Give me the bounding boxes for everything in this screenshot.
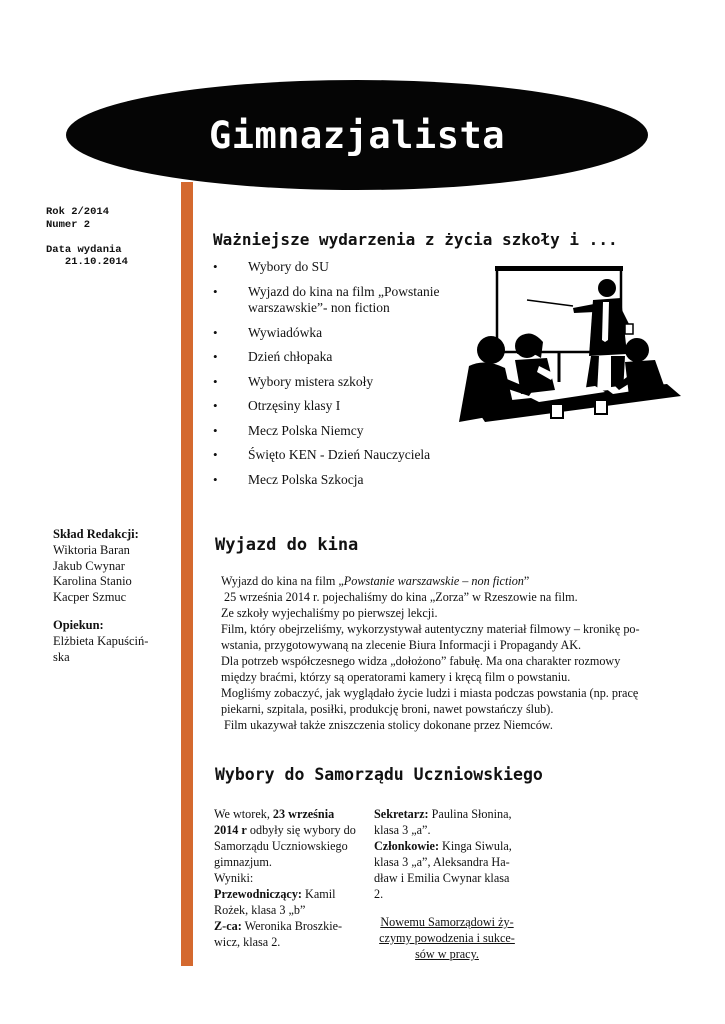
issue-year: Rok 2/2014 [46,206,110,218]
wishes-note: Nowemu Samorządowi ży-czymy powodzenia i sukce-sów w pracy. [379,915,515,961]
article-line: Film ukazywał także zniszczenia stolicy dokonane przez Niemców. [221,718,553,732]
cinema-intro: Wyjazd do kina na film „Powstanie warszawskie – non fiction” [221,574,530,588]
staff-member: Karolina Stanio [53,574,132,589]
secretary-entry: Sekretarz: Paulina Słonina, klasa 3 „a”. [374,807,512,837]
elections-column-left [214,806,360,950]
article-line: 25 września 2014 r. pojechaliśmy do kina „Zorza” w Rzeszowie na film. [221,590,578,604]
staff-member: Jakub Cwynar [53,558,125,573]
cinema-heading: Wyjazd do kina [215,535,359,555]
list-item: • Otrzęsiny klasy I [212,398,452,415]
list-item: • Wyjazd do kina na film „Powstanie warszawskie”- non fiction [212,284,452,317]
issue-date-label: Data wydania [46,243,122,256]
issue-date: 21.10.2014 [64,256,128,268]
members-entry: Członkowie: Kinga Siwula, klasa 3 „a”, Aleksandra Ha-dław i Emilia Cwynar klasa 2. [374,839,512,901]
list-item: • Wybory mistera szkoły [212,374,452,391]
issue-info [46,206,128,269]
list-item: • Święto KEN - Dzień Nauczyciela [212,447,452,464]
staff-member: Wiktoria Baran [53,542,130,557]
results-label: Wyniki: [214,871,254,885]
article-line: Dla potrzeb współczesnego widza „dołożono” fabułę. Ma ona charakter rozmowy [221,654,621,668]
list-item: • Wybory do SU [212,259,452,276]
article-line: piekarni, szpitala, posiłki, produkcję broni, nawet powstańczy ślub). [221,702,554,716]
list-item: • Wywiadówka [212,325,452,342]
cinema-article [221,573,653,733]
staff-member: Kacper Szmuc [53,590,127,605]
elections-column-right [374,806,520,962]
vice-entry: Z-ca: Weronika Broszkie-wicz, klasa 2. [214,919,343,949]
newspaper-title: Gimnazjalista [208,113,506,157]
article-line: między braćmi, którzy są operatorami kamery i kręcą film o powstaniu. [221,670,571,684]
elections-intro: We wtorek, 23 września 2014 r odbyły się wybory do Samorządu Uczniowskiego gimnazjum. [214,807,356,869]
article-line: Mogliśmy zobaczyć, jak wyglądało życie ludzi i miasta podczas powstania (np. pracę [221,686,639,700]
article-line: wstania, przygotowywaną na zlecenie Biura Informacji i Propagandy AK. [221,638,582,652]
supervisor-name-cont: ska [53,649,70,664]
list-item: • Dzień chłopaka [212,349,452,366]
list-item: • Mecz Polska Niemcy [212,423,452,440]
film-title: Powstanie warszawskie – non fiction [343,574,524,588]
editorial-staff [53,527,173,665]
article-line: Ze szkoły wyjechaliśmy po pierwszej lekcji. [221,606,438,620]
supervisor-name: Elżbieta Kapuściń- [53,633,149,648]
list-item: • Mecz Polska Szkocja [212,472,452,489]
issue-number: Numer 2 [46,218,91,231]
article-line: Film, który obejrzeliśmy, wykorzystywał autentyczny materiał filmowy – kronikę po- [221,622,640,636]
elections-heading: Wybory do Samorządu Uczniowskiego [215,765,543,784]
events-list [212,259,452,496]
supervisor-label: Opiekun: [53,617,104,632]
column-divider-bar [181,182,193,966]
meeting-clipart-illustration [455,262,683,432]
chair-entry: Przewodniczący: Kamil Rożek, klasa 3 „b” [214,887,336,917]
events-heading: Ważniejsze wydarzenia z życia szkoły i ... [213,230,618,249]
staff-label: Skład Redakcji: [53,527,139,541]
